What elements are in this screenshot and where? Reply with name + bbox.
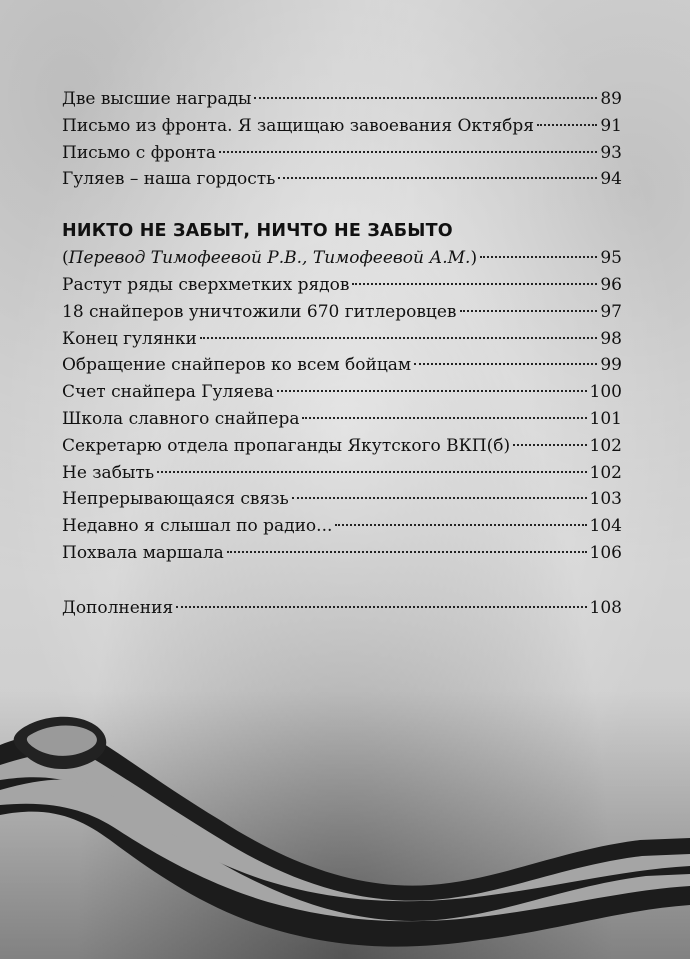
toc-entry-title: Письмо из фронта. Я защищаю завоевания Октября — [62, 115, 535, 136]
toc-entry-title: Обращение снайперов ко всем бойцам — [62, 355, 412, 376]
toc-entry-page: 100 — [589, 382, 622, 403]
toc-entry — [62, 406, 622, 433]
toc-entry-title: Письмо с фронта — [62, 142, 217, 163]
toc-entry — [62, 326, 622, 353]
section-heading: НИКТО НЕ ЗАБЫТ, НИЧТО НЕ ЗАБЫТО — [62, 221, 453, 242]
toc-leader — [460, 310, 598, 312]
toc-entry — [62, 86, 622, 113]
toc-entry-appendix — [62, 595, 622, 622]
section-spacer — [62, 567, 622, 595]
toc-entry-title: Непрерывающаяся связь — [62, 489, 289, 510]
toc-entry-title: Две высшие награды — [62, 89, 252, 109]
toc-entry-page: 89 — [600, 89, 622, 109]
toc-entry — [62, 486, 622, 513]
toc-leader — [352, 283, 597, 285]
toc-entry — [62, 513, 622, 540]
toc-entry-title: Растут ряды сверхметких рядов — [62, 274, 350, 295]
toc-entry — [62, 299, 622, 326]
toc-entry-title: Секретарю отдела пропаганды Якутского ВКП(б) — [62, 435, 511, 456]
toc-entry — [62, 460, 622, 487]
toc-entry-page: 94 — [600, 169, 622, 190]
toc-entry — [62, 166, 622, 193]
toc-entry-page: 99 — [600, 355, 622, 376]
toc-entry-page: 101 — [589, 408, 622, 429]
toc-leader — [219, 151, 597, 153]
toc-entry-page: 91 — [600, 115, 622, 136]
paren-close: ) — [470, 248, 478, 269]
toc-entry — [62, 352, 622, 379]
toc-leader — [278, 177, 597, 179]
toc-leader — [537, 124, 597, 126]
toc-leader — [277, 390, 587, 392]
toc-entry-page: 104 — [589, 516, 622, 537]
toc-entry-title — [62, 245, 477, 272]
toc-leader — [480, 256, 597, 258]
toc-entry-page: 102 — [589, 462, 622, 483]
toc-entry-title: Похвала маршала — [62, 542, 224, 563]
toc-leader — [302, 417, 586, 419]
toc-entry-title: Счет снайпера Гуляева — [62, 382, 274, 403]
toc-entry-title: Дополнения — [62, 597, 174, 618]
toc-entry — [62, 113, 622, 140]
toc-leader — [414, 363, 597, 365]
toc-leader — [292, 497, 587, 499]
toc-entry — [62, 140, 622, 167]
toc-entry-page: 103 — [589, 489, 622, 510]
toc-entry-title: Школа славного снайпера — [62, 408, 300, 429]
toc-entry-page: 93 — [600, 142, 622, 163]
toc-entry-page: 96 — [600, 274, 622, 295]
toc-leader — [227, 551, 587, 553]
toc-entry-page: 108 — [589, 597, 622, 618]
toc-entry-page: 98 — [600, 328, 622, 349]
toc-entry-translator — [62, 245, 622, 272]
toc-entry-title: Недавно я слышал по радио... — [62, 516, 333, 537]
toc-entry-page: 95 — [600, 248, 622, 269]
toc-leader — [200, 337, 598, 339]
toc-entry-page: 106 — [589, 542, 622, 563]
toc-entry-title: Не забыть — [62, 462, 155, 483]
toc-entry-title: Гуляев – наша гордость — [62, 169, 276, 190]
section-spacer — [62, 193, 622, 217]
toc-leader — [335, 524, 586, 526]
toc-leader — [157, 471, 586, 473]
toc-entry-page: 97 — [600, 301, 622, 322]
toc-entry — [62, 379, 622, 406]
toc-entry — [62, 272, 622, 299]
translator-credit: Перевод Тимофеевой Р.В., Тимофеевой А.М. — [68, 248, 471, 269]
toc-entry-page: 102 — [589, 435, 622, 456]
toc-leader — [176, 606, 586, 608]
toc-entry — [62, 540, 622, 567]
toc-entry-title: Конец гулянки — [62, 328, 197, 349]
paren-open: ( — [62, 248, 69, 269]
toc-entry-title: 18 снайперов уничтожили 670 гитлеровцев — [62, 301, 457, 322]
table-of-contents — [62, 86, 622, 622]
toc-leader — [254, 97, 597, 99]
st-george-ribbon-decoration — [0, 690, 690, 959]
toc-leader — [513, 444, 586, 446]
toc-entry — [62, 433, 622, 460]
